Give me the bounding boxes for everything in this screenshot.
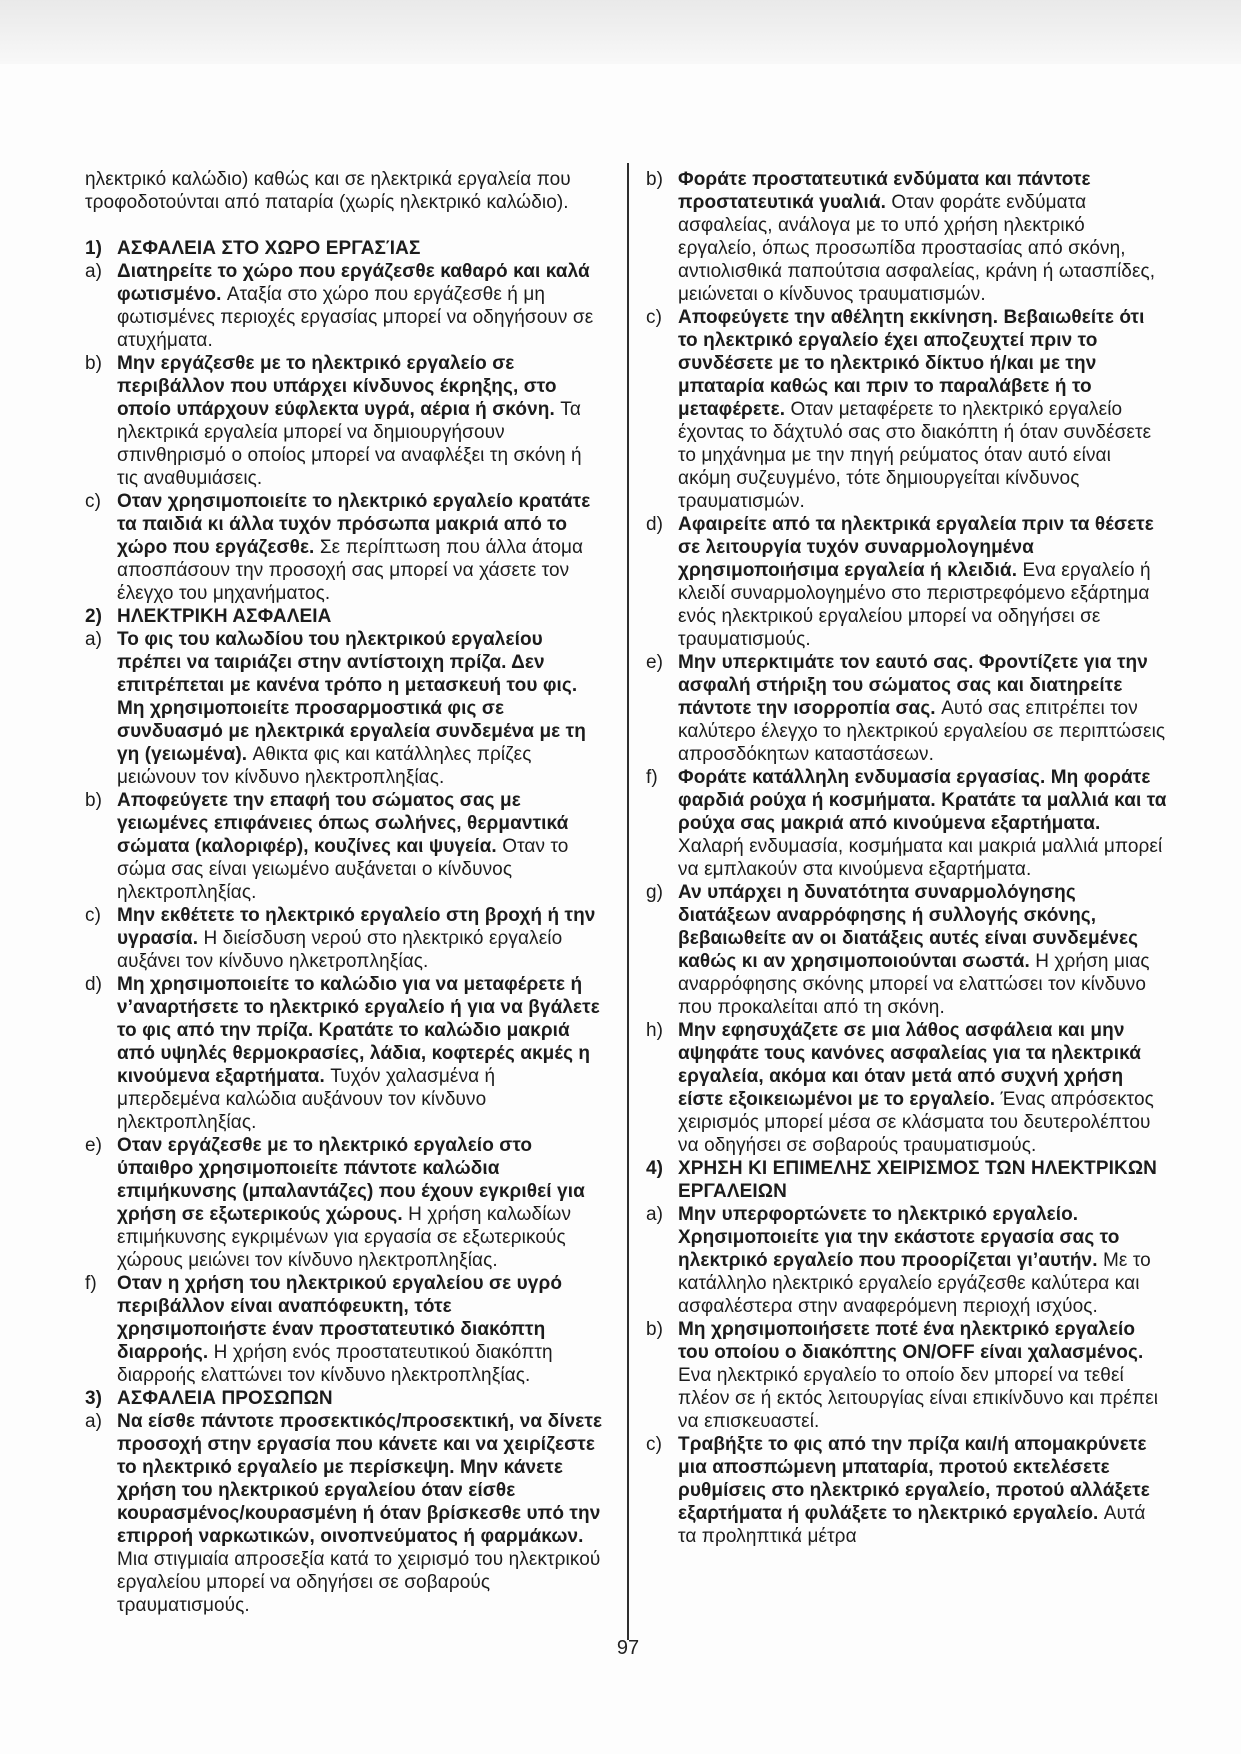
item-bold-text: Μη χρησιμοποιείτε το καλώδιο για να μεταφέρετε ή ν’αναρτήσετε το ηλεκτρικό εργαλείο ή για να βγάλετε το φις από την πρίζα. Κρατάτε το καλώδιο μακριά από υψηλές θερμοκρασίες, λάδια, κοφτερές ακμές η κινούμενα εξαρτήματα. bbox=[117, 974, 600, 1087]
item-regular-text: Χαλαρή ενδυμασία, κοσμήματα και μακριά μαλλιά μπορεί να εμπλακούν στα κινούμενα εξαρτήματα. bbox=[678, 836, 1163, 880]
item-regular-text: Ένας απρόσεκτος χειρισμός μπορεί μέσα σε κλάσματα του δευτερολέπτου να οδηγήσει σε σοβαρούς τραυματισμούς. bbox=[678, 1089, 1154, 1156]
item-marker: a) bbox=[85, 629, 103, 650]
list-item bbox=[85, 1410, 603, 1617]
item-regular-text: Τα ηλεκτρικά εργαλεία μπορεί να δημιουργήσουν σπινθηρισμό ο οποίος μπορεί να αναφλέξει τη σκόνη ή τις αναθυμιάσεις. bbox=[117, 399, 582, 489]
item-bold-text: Αποφεύγετε την αθέλητη εκκίνηση. Βεβαιωθείτε ότι το ηλεκτρικό εργαλείο έχει αποζευχτεί πριν το συνδέσετε με το ηλεκτρικό δίκτυο ή/και με την μπαταρία καθώς και πριν το παραλάβετε ή το μεταφέρετε. bbox=[678, 307, 1145, 420]
item-marker: e) bbox=[85, 1135, 103, 1156]
continuation-paragraph bbox=[85, 168, 603, 214]
section-heading bbox=[646, 1157, 1168, 1203]
item-marker: 3) bbox=[85, 1388, 103, 1409]
item-marker: h) bbox=[646, 1020, 664, 1041]
item-marker: f) bbox=[85, 1273, 97, 1294]
item-regular-text: Με το κατάλληλο ηλεκτρικό εργαλείο εργάζεσθε καλύτερα και ασφαλέστερα στην αναφερόμενη περιοχή ισχύος. bbox=[678, 1250, 1151, 1317]
heading-text: ΧΡΗΣΗ ΚΙ ΕΠΙΜΕΛΗΣ ΧΕΙΡΙΣΜΟΣ ΤΩΝ ΗΛΕΚΤΡΙΚΩΝ ΕΡΓΑΛΕΙΩΝ bbox=[678, 1158, 1157, 1202]
list-item bbox=[646, 513, 1168, 651]
list-item bbox=[85, 490, 603, 605]
list-item bbox=[646, 651, 1168, 766]
item-regular-text: Αταξία στο χώρο που εργάζεσθε ή μη φωτισμένες περιοχές εργασίας μπορεί να οδηγήσουν σε ατυχήματα. bbox=[117, 284, 594, 351]
left-column bbox=[85, 168, 603, 1617]
item-marker: a) bbox=[85, 261, 103, 282]
heading-text: ΗΛΕΚΤΡΙΚΗ ΑΣΦΑΛΕΙΑ bbox=[117, 606, 332, 627]
heading-text: ΑΣΦΑΛΕΙΑ ΣΤΟ ΧΩΡΟ ΕΡΓΑΣΊΑΣ bbox=[117, 238, 421, 259]
item-bold-text: Να είσθε πάντοτε προσεκτικός/προσεκτική, να δίνετε προσοχή στην εργασία που κάνετε και να χειρίζεστε το ηλεκτρικό εργαλείο με περίσκεψη. Μην κάνετε χρήση του ηλεκτρικού εργαλείου όταν είσθε κουρασμένος/κουρασμένη ή όταν βρίσκεσθε υπό την επιρροή ναρκωτικών, οινοπνεύματος ή φαρμάκων. bbox=[117, 1411, 603, 1547]
item-bold-text: Αν υπάρχει η δυνατότητα συναρμολόγησης διατάξεων αναρρόφησης ή συλλογής σκόνης, βεβαιωθείτε αν οι διατάξεις αυτές είναι συνδεμένες καθώς κι αν χρησιμοποιούνται σωστά. bbox=[678, 882, 1139, 972]
item-marker: e) bbox=[646, 652, 664, 673]
page-number: 97 bbox=[616, 1637, 640, 1659]
item-marker: 1) bbox=[85, 238, 103, 259]
item-bold-text: Το φις του καλωδίου του ηλεκτρικού εργαλείου πρέπει να ταιριάζει στην αντίστοιχη πρίζα. Δεν επιτρέπεται με κανένα τρόπο η μετασκευή του φις. Μη χρησιμοποιείτε προσαρμοστικά φις σε συνδυασμό με ηλεκτρικά εργαλεία συνδεμένα με τη γη (γειωμένα). bbox=[117, 629, 586, 765]
item-regular-text: Οταν φοράτε ενδύματα ασφαλείας, ανάλογα με το υπό χρήση ηλεκτρικό εργαλείο, όπως προσωπίδα προστασίας από σκόνη, αντιολισθικά παπούτσια ασφαλείας, κράνη ή ωτασπίδες, μειώνεται ο κίνδυνος τραυματισμών. bbox=[678, 192, 1156, 305]
list-item bbox=[646, 1433, 1168, 1548]
heading-text: ΑΣΦΑΛΕΙΑ ΠΡΟΣΩΠΩΝ bbox=[117, 1388, 333, 1409]
list-item bbox=[646, 1203, 1168, 1318]
section-heading bbox=[85, 605, 603, 628]
item-marker: c) bbox=[646, 1434, 663, 1455]
item-marker: b) bbox=[85, 790, 103, 811]
item-bold-text: Μην εκθέτετε το ηλεκτρικό εργαλείο στη βροχή ή την υγρασία. bbox=[117, 905, 596, 949]
list-item bbox=[85, 628, 603, 789]
item-bold-text: Διατηρείτε το χώρο που εργάζεσθε καθαρό και καλά φωτισμένο. bbox=[117, 261, 590, 305]
item-bold-text: Μην εφησυχάζετε σε μια λάθος ασφάλεια και μην αψηφάτε τους κανόνες ασφαλείας για τα ηλεκτρικά εργαλεία, ακόμα και όταν μετά από συχνή χρήση είστε εξοικειωμένοι με το εργαλείο. bbox=[678, 1020, 1141, 1110]
item-bold-text: Αποφεύγετε την επαφή του σώματος σας με γειωμένες επιφάνειες όπως σωλήνες, θερμαντικά σώματα (καλοριφέρ), κουζίνες και ψυγεία. bbox=[117, 790, 569, 857]
column-divider-rule bbox=[627, 163, 629, 1640]
item-marker: d) bbox=[85, 974, 103, 995]
item-regular-text: Η χρήση καλωδίων επιμήκυνσης εγκριμένων για εργασία σε εξωτερικούς χώρους μειώνει τον κίνδυνο ηλεκτροπληξίας. bbox=[117, 1204, 572, 1271]
item-regular-text: Σε περίπτωση που άλλα άτομα αποσπάσουν την προσοχή σας μπορεί να χάσετε τον έλεγχο του μηχανήματος. bbox=[117, 537, 584, 604]
item-bold-text: Μην υπερκτιμάτε τον εαυτό σας. Φροντίζετε για την ασφαλή στήριξη του σώματος σας και διατηρείτε πάντοτε την ισορροπία σας. bbox=[678, 652, 1148, 719]
list-item bbox=[85, 260, 603, 352]
item-regular-text: Η διείσδυση νερού στο ηλεκτρικό εργαλείο αυξάνει τον κίνδυνο ηλκετροπληξίας. bbox=[117, 928, 563, 972]
list-item bbox=[646, 306, 1168, 513]
item-regular-text: Αθικτα φις και κατάλληλες πρίζες μειώνουν τον κίνδυνο ηλεκτροπληξίας. bbox=[117, 744, 532, 788]
list-item bbox=[85, 1134, 603, 1272]
item-bold-text: Τραβήξτε το φις από την πρίζα και/ή απομακρύνετε μια αποσπώμενη μπαταρία, προτού εκτελέσετε ρυθμίσεις στο ηλεκτρικό εργαλείο, προτού αλλάξετε εξαρτήματα ή φυλάξετε το ηλεκτρικό εργαλείο. bbox=[678, 1434, 1150, 1524]
item-bold-text: Αφαιρείτε από τα ηλεκτρικά εργαλεία πριν τα θέσετε σε λειτουργία τυχόν συναρμολογημένα χρησιμοποιήσιμα εργαλεία ή κλειδιά. bbox=[678, 514, 1154, 581]
item-marker: c) bbox=[646, 307, 663, 328]
item-regular-text: Ενα ηλεκτρικό εργαλείο το οποίο δεν μπορεί να τεθεί πλέον σε ή εκτός λειτουργίας είναι επικίνδυνο και πρέπει να επισκευαστεί. bbox=[678, 1365, 1159, 1432]
item-bold-text: Οταν χρησιμοποιείτε το ηλεκτρικό εργαλείο κρατάτε τα παιδιά κι άλλα τυχόν πρόσωπα μακριά από το χώρο που εργάζεσθε. bbox=[117, 491, 591, 558]
paragraph-text: ηλεκτρικό καλώδιο) καθώς και σε ηλεκτρικά εργαλεία που τροφοδοτούνται από παταρία (χωρίς ηλεκτρικό καλώδιο). bbox=[85, 169, 571, 213]
item-marker: g) bbox=[646, 882, 664, 903]
list-item bbox=[646, 1318, 1168, 1433]
page-top-shading bbox=[0, 0, 1241, 64]
item-regular-text: Η χρήση ενός προστατευτικού διακόπτη διαρροής ελαττώνει τον κίνδυνο ηλεκτροπληξίας. bbox=[117, 1342, 553, 1386]
right-column bbox=[646, 168, 1168, 1548]
item-bold-text: Φοράτε κατάλληλη ενδυμασία εργασίας. Μη φοράτε φαρδιά ρούχα ή κοσμήματα. Κρατάτε τα μαλλιά και τα ρούχα σας μακριά από κινούμενα εξαρτήματα. bbox=[678, 767, 1167, 834]
item-marker: f) bbox=[646, 767, 658, 788]
item-marker: b) bbox=[646, 1319, 664, 1340]
section-heading bbox=[85, 237, 603, 260]
list-item bbox=[646, 881, 1168, 1019]
list-item bbox=[646, 766, 1168, 881]
item-regular-text: Ενα εργαλείο ή κλειδί συναρμολογημένο στο περιστρεφόμενο εξάρτημα ενός ηλεκτρικού εργαλείου μπορεί να οδηγήσει σε τραυματισμούς. bbox=[678, 560, 1151, 650]
item-marker: d) bbox=[646, 514, 664, 535]
item-bold-text: Οταν η χρήση του ηλεκτρικού εργαλείου σε υγρό περιβάλλον είναι αναπόφευκτη, τότε χρησιμοποιήστε έναν προστατευτικό διακόπτη διαρροής. bbox=[117, 1273, 563, 1363]
item-marker: b) bbox=[85, 353, 103, 374]
item-bold-text: Φοράτε προστατευτικά ενδύματα και πάντοτε προστατευτικά γυαλιά. bbox=[678, 169, 1091, 213]
list-item bbox=[85, 1272, 603, 1387]
item-regular-text: Τυχόν χαλασμένα ή μπερδεμένα καλώδια αυξάνουν τον κίνδυνο ηλεκτροπληξίας. bbox=[117, 1066, 496, 1133]
item-regular-text: Οταν μεταφέρετε το ηλεκτρικό εργαλείο έχοντας το δάχτυλό σας στο διακόπτη ή όταν συνδέσετε το μηχάνημα με την πηγή ρεύματος όταν αυτό είναι ακόμη συζευγμένο, τότε δημιουργείται κίνδυνος τραυματισμών. bbox=[678, 399, 1152, 512]
list-item bbox=[85, 789, 603, 904]
item-bold-text: Μη χρησιμοποιήσετε ποτέ ένα ηλεκτρικό εργαλείο του οποίου ο διακόπτης ON/OFF είναι χαλασμένος. bbox=[678, 1319, 1144, 1363]
item-regular-text: Αυτά τα προληπτικά μέτρα bbox=[678, 1503, 1146, 1547]
item-marker: a) bbox=[85, 1411, 103, 1432]
item-bold-text: Οταν εργάζεσθε με το ηλεκτρικό εργαλείο στο ύπαιθρο χρησιμοποιείτε πάντοτε καλώδια επιμήκυνσης (μπαλαντάζες) που έχουν εγκριθεί για χρήση σε εξωτερικούς χώρους. bbox=[117, 1135, 585, 1225]
list-item bbox=[646, 168, 1168, 306]
item-regular-text: Μια στιγμιαία απροσεξία κατά το χειρισμό του ηλεκτρικού εργαλείου μπορεί να οδηγήσει σε σοβαρούς τραυματισμούς. bbox=[117, 1549, 601, 1616]
item-marker: c) bbox=[85, 491, 102, 512]
item-marker: c) bbox=[85, 905, 102, 926]
list-item bbox=[646, 1019, 1168, 1157]
section-heading bbox=[85, 1387, 603, 1410]
item-regular-text: Οταν το σώμα σας είναι γειωμένο αυξάνεται ο κίνδυνος ηλεκτροπληξίας. bbox=[117, 836, 569, 903]
item-marker: a) bbox=[646, 1204, 664, 1225]
list-item bbox=[85, 904, 603, 973]
item-regular-text: Η χρήση μιας αναρρόφησης σκόνης μπορεί να ελαττώσει τον κίνδυνο που προκαλείται από τη σκόνη. bbox=[678, 951, 1150, 1018]
item-marker: b) bbox=[646, 169, 664, 190]
item-marker: 2) bbox=[85, 606, 103, 627]
list-item bbox=[85, 973, 603, 1134]
item-bold-text: Μην εργάζεσθε με το ηλεκτρικό εργαλείο σε περιβάλλον που υπάρχει κίνδυνος έκρηξης, στο οποίο υπάρχουν εύφλεκτα υγρά, αέρια ή σκόνη. bbox=[117, 353, 561, 420]
item-bold-text: Μην υπερφορτώνετε το ηλεκτρικό εργαλείο. Χρησιμοποιείτε για την εκάστοτε εργασία σας το ηλεκτρικό εργαλείο που προορίζεται γι’αυτήν. bbox=[678, 1204, 1120, 1271]
item-marker: 4) bbox=[646, 1158, 664, 1179]
list-item bbox=[85, 352, 603, 490]
item-regular-text: Αυτό σας επιτρέπει τον καλύτερο έλεγχο το ηλεκτρικού εργαλείου σε περιπτώσεις απροσδόκητων καταστάσεων. bbox=[678, 698, 1166, 765]
